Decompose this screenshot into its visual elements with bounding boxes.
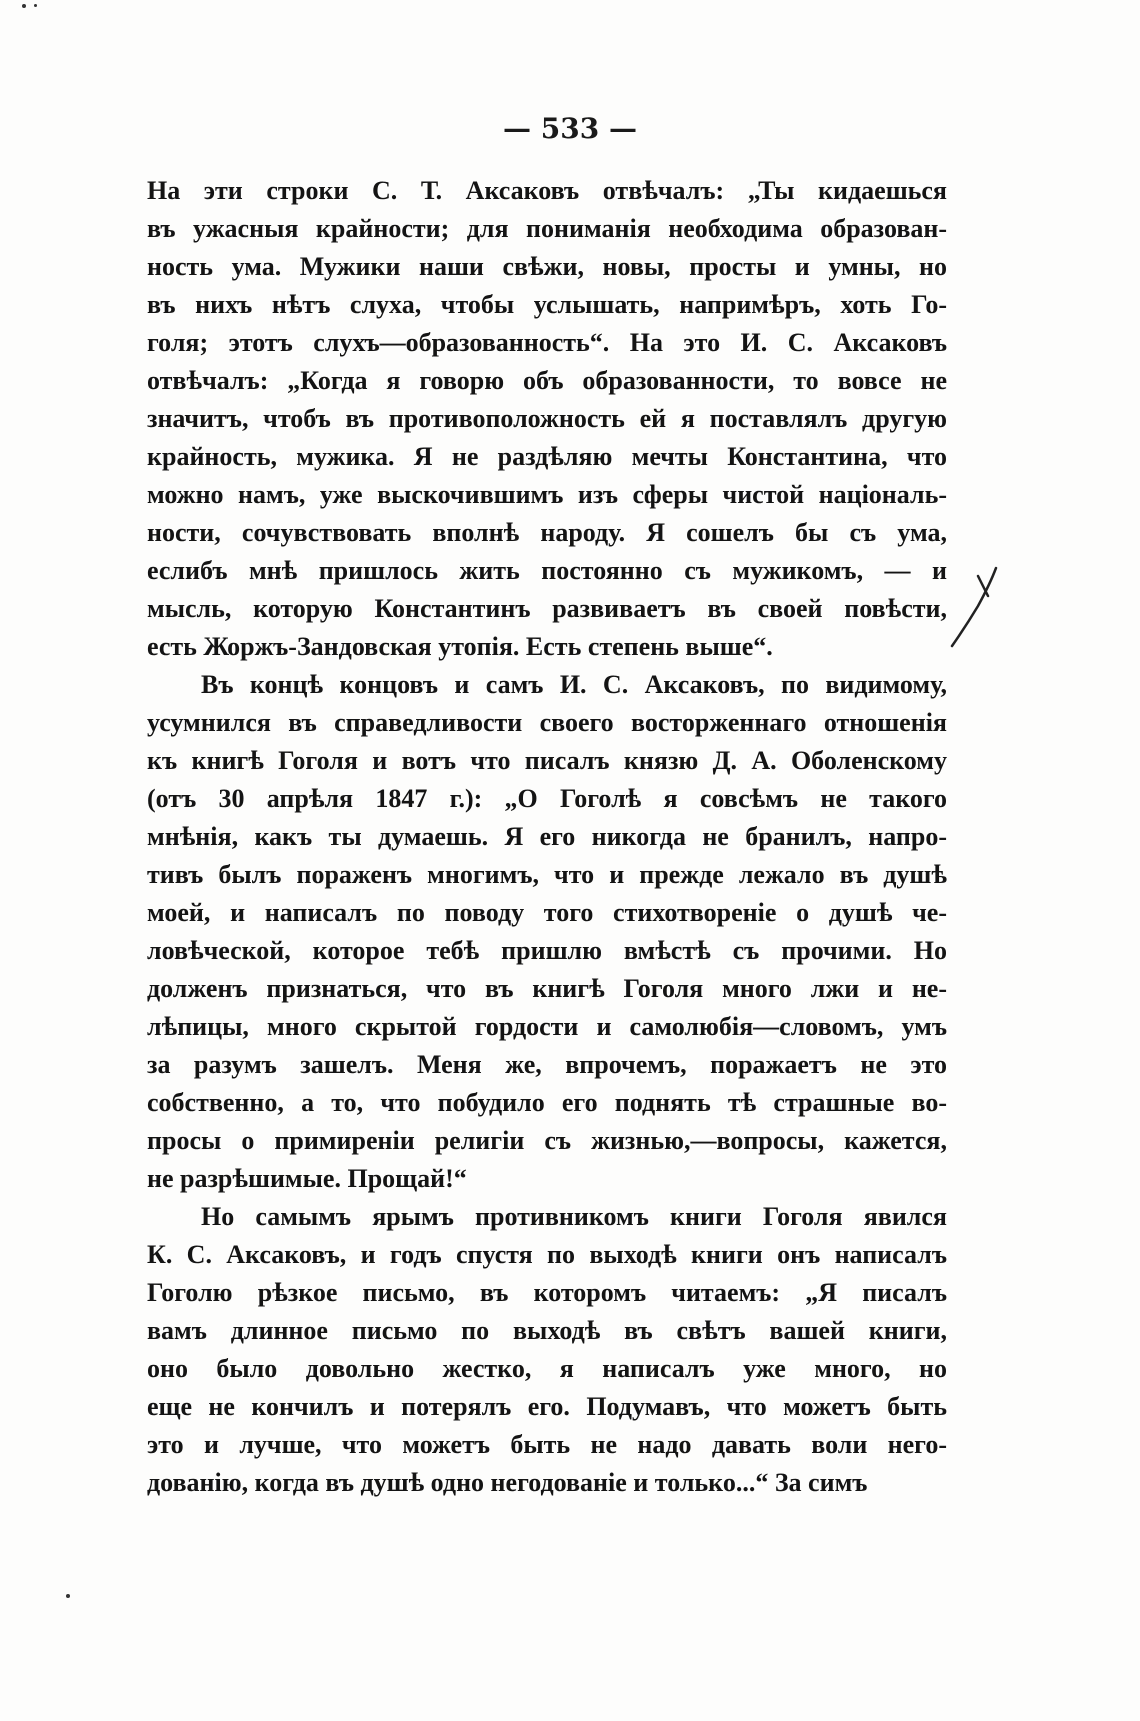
page-number: — 533 —: [503, 112, 637, 145]
text-line: не разрѣшимые. Прощай!“: [147, 1164, 467, 1193]
text-line: Въ концѣ концовъ и самъ И. С. Аксаковъ, по видимому,: [201, 670, 947, 699]
paragraph: [147, 1198, 947, 1502]
text-line: отвѣчалъ: „Когда я говорю объ образованности, то вовсе не: [147, 366, 947, 395]
text-line: въ нихъ нѣтъ слуха, чтобы услышать, напримѣръ, хоть Го-: [147, 290, 947, 319]
text-line: вамъ длинное письмо по выходѣ въ свѣтъ вашей книги,: [147, 1316, 947, 1345]
text-line: это и лучше, что можетъ быть не надо давать воли него-: [147, 1430, 947, 1459]
text-line: моей, и написалъ по поводу того стихотвореніе о душѣ че-: [147, 898, 947, 927]
text-line: К. С. Аксаковъ, и годъ спустя по выходѣ книги онъ написалъ: [147, 1240, 947, 1269]
text-line: Гоголю рѣзкое письмо, въ которомъ читаемъ: „Я писалъ: [147, 1278, 947, 1307]
text-line: ность ума. Мужики наши свѣжи, новы, просты и умны, но: [147, 252, 947, 281]
scan-speck: [22, 4, 26, 8]
text-line: можно намъ, уже выскочившимъ изъ сферы чистой національ-: [147, 480, 947, 509]
text-line: крайность, мужика. Я не раздѣляю мечты Константина, что: [147, 442, 947, 471]
text-line: къ книгѣ Гоголя и вотъ что писалъ князю Д. А. Оболенскому: [147, 746, 947, 775]
text-line: мнѣнія, какъ ты думаешь. Я его никогда не бранилъ, напро-: [147, 822, 947, 851]
paragraph: [147, 666, 947, 1198]
text-line: лѣпицы, много скрытой гордости и самолюбія—словомъ, умъ: [147, 1012, 947, 1041]
text-line: мысль, которую Константинъ развиваетъ въ своей повѣсти,: [147, 594, 947, 623]
text-line: ности, сочувствовать вполнѣ народу. Я сошелъ бы съ ума,: [147, 518, 947, 547]
text-line: еслибъ мнѣ пришлось жить постоянно съ мужикомъ, — и: [147, 556, 947, 585]
paragraph: [147, 172, 947, 666]
text-line: тивъ былъ пораженъ многимъ, что и прежде лежало въ душѣ: [147, 860, 947, 889]
text-line: есть Жоржъ-Зандовская утопія. Есть степень выше“.: [147, 632, 773, 661]
text-line: значитъ, чтобъ въ противоположность ей я поставлялъ другую: [147, 404, 947, 433]
body-text: [147, 172, 947, 1502]
scan-speck: [66, 1594, 70, 1598]
text-line: собственно, а то, что побудило его поднять тѣ страшные во-: [147, 1088, 947, 1117]
text-line: голя; этотъ слухъ—образованность“. На это И. С. Аксаковъ: [147, 328, 947, 357]
text-line: Но самымъ ярымъ противникомъ книги Гоголя явился: [201, 1202, 947, 1231]
handwritten-margin-mark: [948, 566, 1018, 656]
text-line: въ ужасныя крайности; для пониманія необходима образован-: [147, 214, 947, 243]
text-line: за разумъ зашелъ. Меня же, впрочемъ, поражаетъ не это: [147, 1050, 947, 1079]
text-line: ловѣческой, которое тебѣ пришлю вмѣстѣ съ прочими. Но: [147, 936, 947, 965]
text-line: На эти строки С. Т. Аксаковъ отвѣчалъ: „Ты кидаешься: [147, 176, 947, 205]
scan-speck: [34, 4, 37, 7]
text-line: дованію, когда въ душѣ одно негодованіе и только...“ За симъ: [147, 1468, 868, 1497]
text-line: оно было довольно жестко, я написалъ уже много, но: [147, 1354, 947, 1383]
text-line: усумнился въ справедливости своего восторженнаго отношенія: [147, 708, 947, 737]
text-line: еще не кончилъ и потерялъ его. Подумавъ, что можетъ быть: [147, 1392, 947, 1421]
text-line: (отъ 30 апрѣля 1847 г.): „О Гоголѣ я совсѣмъ не такого: [147, 784, 947, 813]
text-line: просы о примиреніи религіи съ жизнью,—вопросы, кажется,: [147, 1126, 947, 1155]
text-line: долженъ признаться, что въ книгѣ Гоголя много лжи и не-: [147, 974, 947, 1003]
